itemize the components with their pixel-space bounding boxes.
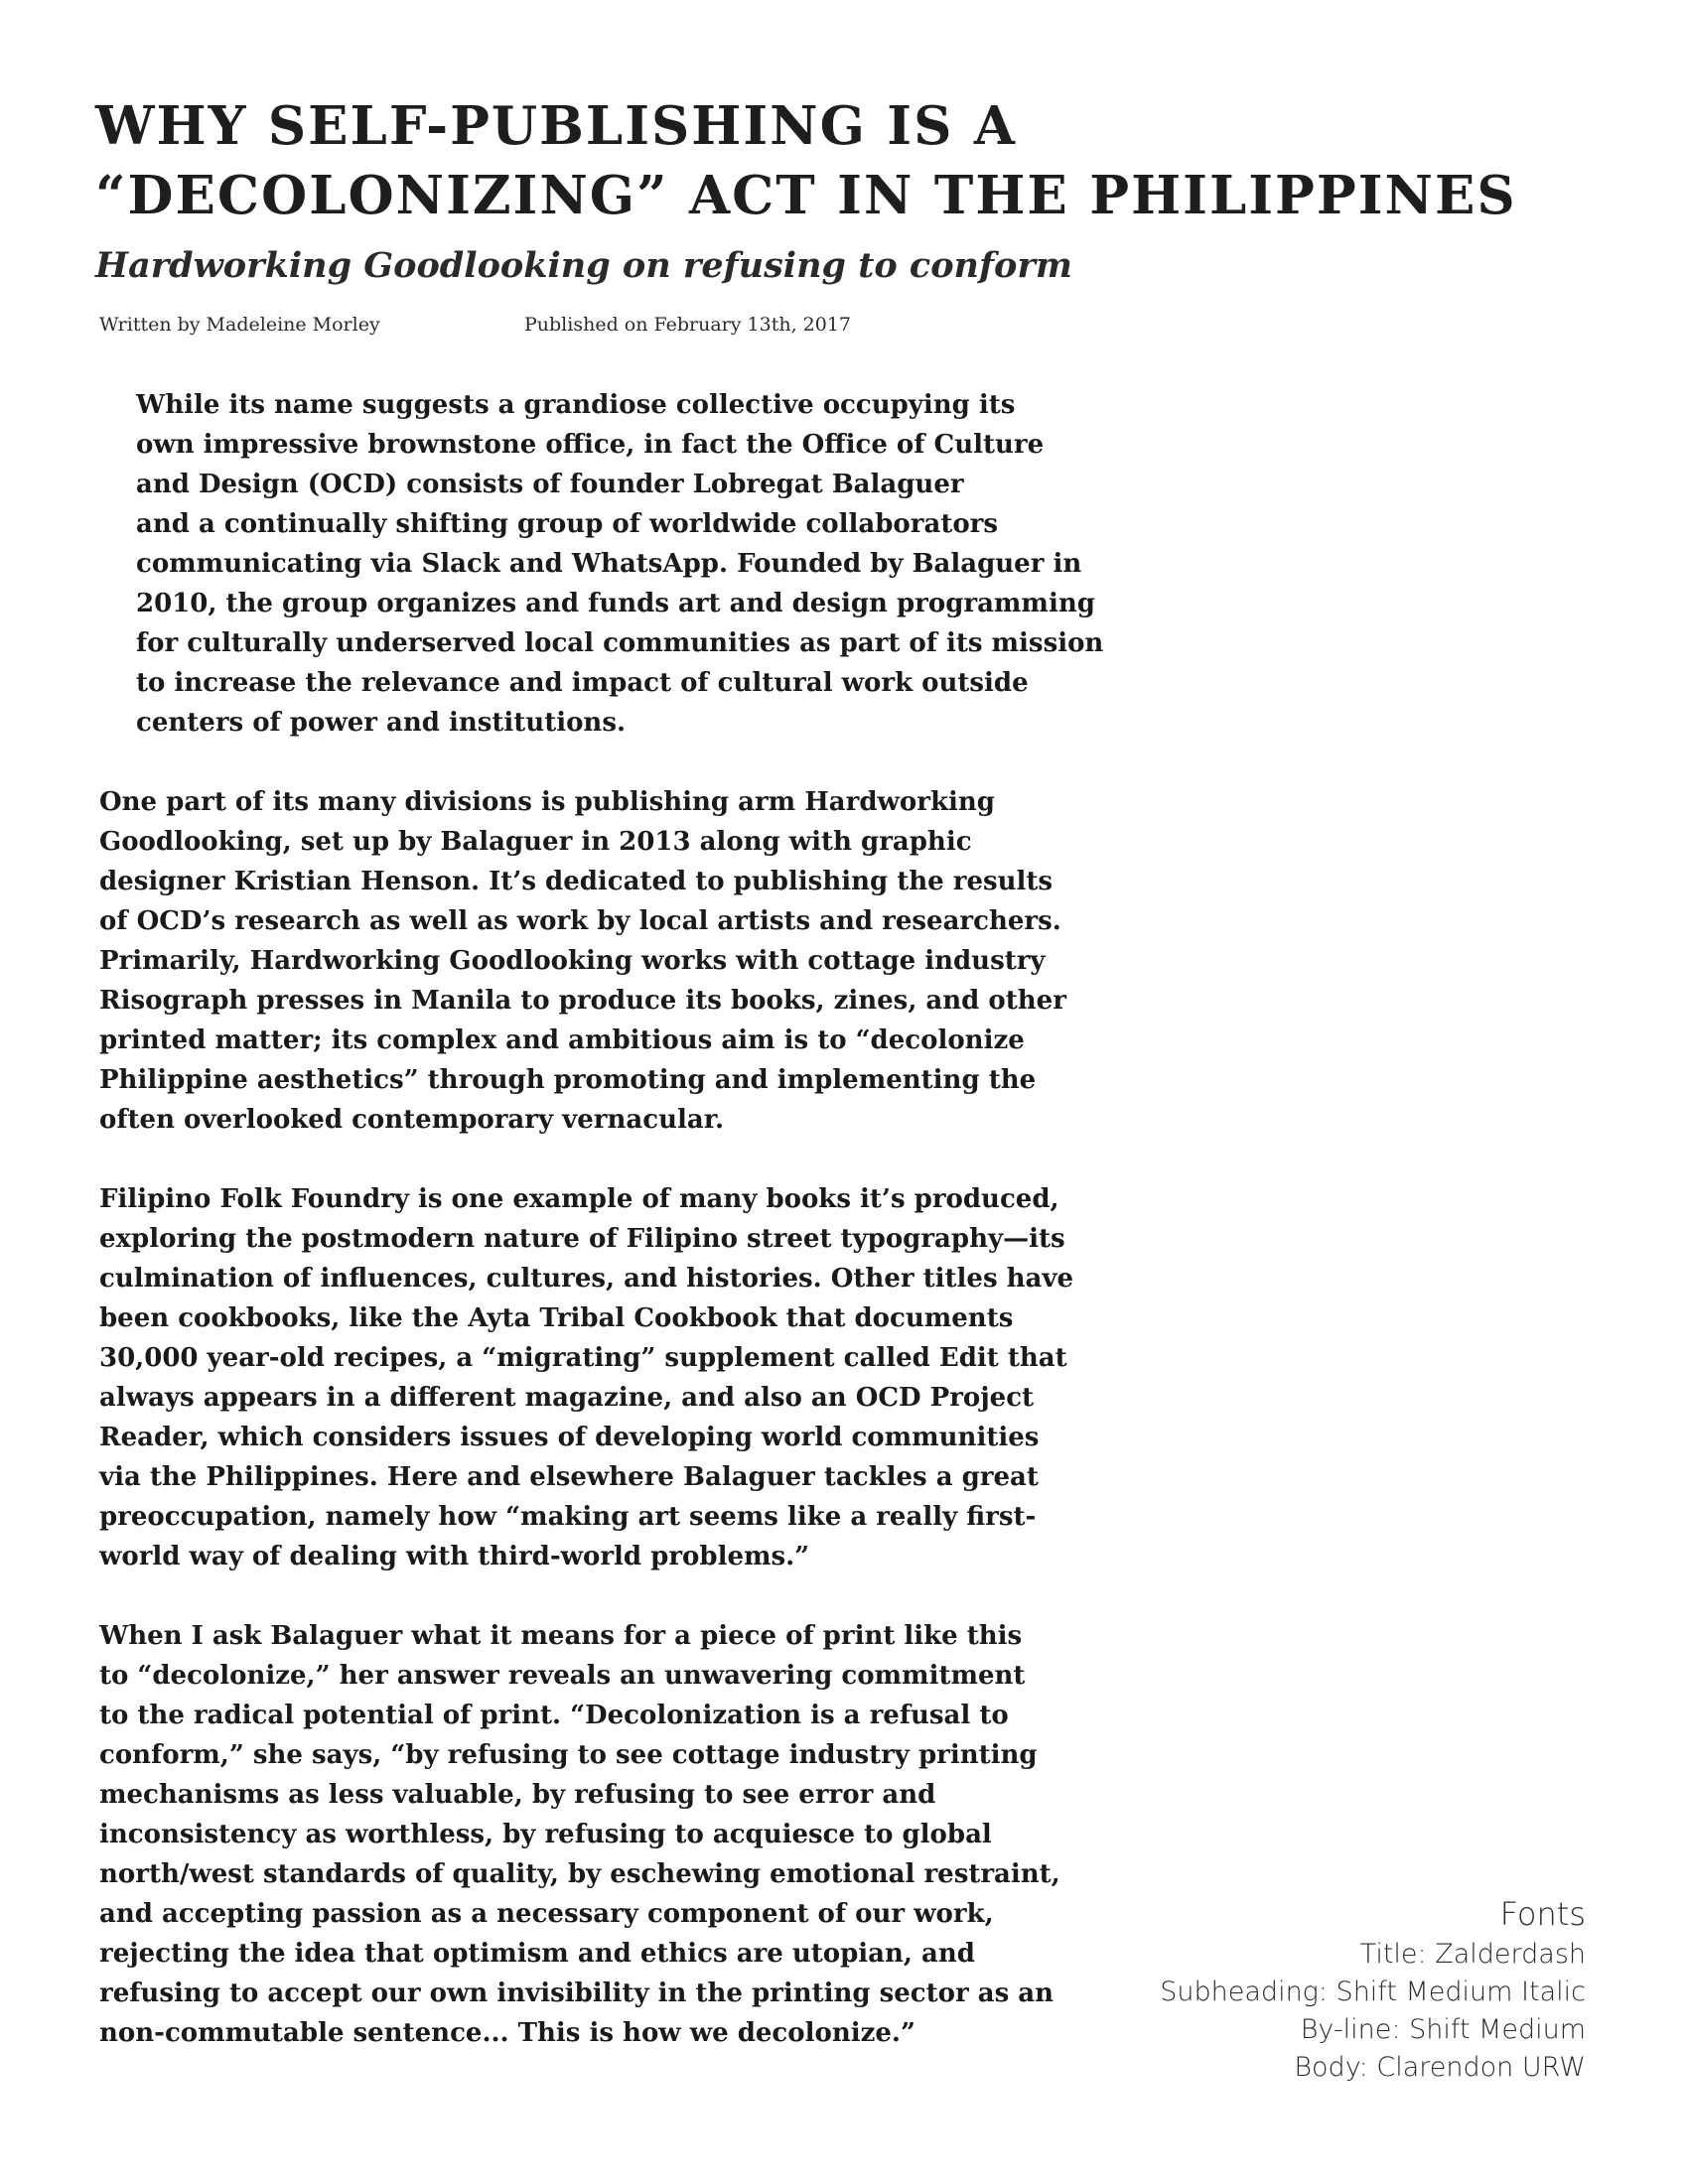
byline-author: Written by Madeleine Morley bbox=[99, 314, 380, 336]
paragraph-line: and accepting passion as a necessary component of our work, bbox=[99, 1899, 994, 1929]
paragraph-line: been cookbooks, like the Ayta Tribal Cookbook that documents bbox=[99, 1303, 1014, 1333]
article-paragraph bbox=[99, 782, 1082, 1140]
paragraph-line: 30,000 year-old recipes, a “migrating” supplement called Edit that bbox=[99, 1343, 1067, 1373]
byline-date: Published on February 13th, 2017 bbox=[524, 314, 852, 336]
paragraph-line: When I ask Balaguer what it means for a piece of print like this bbox=[99, 1621, 1023, 1651]
article-title-line-1: WHY SELF-PUBLISHING IS A bbox=[95, 95, 1017, 157]
paragraph-line: to “decolonize,” her answer reveals an unwavering commitment bbox=[99, 1661, 1026, 1691]
paragraph-line: rejecting the idea that optimism and ethics are utopian, and bbox=[99, 1939, 975, 1969]
fonts-note bbox=[1160, 1892, 1586, 2087]
paragraph-line: own impressive brownstone office, in fact the Office of Culture bbox=[136, 430, 1045, 460]
paragraph-line: Goodlooking, set up by Balaguer in 2013 along with graphic bbox=[99, 827, 972, 857]
paragraph-line: mechanisms as less valuable, by refusing to see error and bbox=[99, 1780, 936, 1810]
paragraph-line: Reader, which considers issues of developing world communities bbox=[99, 1423, 1040, 1452]
paragraph-line: always appears in a different magazine, and also an OCD Project bbox=[99, 1383, 1035, 1413]
paragraph-line: Primarily, Hardworking Goodlooking works with cottage industry bbox=[99, 946, 1046, 976]
paragraph-line: non-commutable sentence... This is how we decolonize.” bbox=[99, 2018, 915, 2048]
paragraph-line: to increase the relevance and impact of cultural work outside bbox=[136, 668, 1029, 698]
paragraph-line: of OCD’s research as well as work by local artists and researchers. bbox=[99, 906, 1061, 936]
fonts-note-subheading-font: Subheading: Shift Medium Italic bbox=[1160, 1977, 1586, 2007]
paragraph-line: and Design (OCD) consists of founder Lobregat Balaguer bbox=[136, 470, 964, 499]
paragraph-line: printed matter; its complex and ambitious aim is to “decolonize bbox=[99, 1025, 1025, 1055]
paragraph-line: Philippine aesthetics” through promoting and implementing the bbox=[99, 1065, 1037, 1095]
paragraph-line: and a continually shifting group of worldwide collaborators bbox=[136, 509, 999, 539]
paragraph-line: inconsistency as worthless, by refusing to acquiesce to global bbox=[99, 1820, 992, 1849]
fonts-note-heading: Fonts bbox=[1499, 1895, 1586, 1933]
paragraph-line: often overlooked contemporary vernacular. bbox=[99, 1105, 725, 1135]
paragraph-line: preoccupation, namely how “making art seems like a really first- bbox=[99, 1502, 1037, 1532]
paragraph-line: communicating via Slack and WhatsApp. Founded by Balaguer in bbox=[136, 549, 1082, 579]
paragraph-line: refusing to accept our own invisibility in the printing sector as an bbox=[99, 1979, 1055, 2008]
paragraph-line: centers of power and institutions. bbox=[136, 708, 627, 738]
paragraph-line: culmination of influences, cultures, and histories. Other titles have bbox=[99, 1264, 1074, 1294]
paragraph-line: for culturally underserved local communities as part of its mission bbox=[136, 628, 1104, 658]
paragraph-line: to the radical potential of print. “Decolonization is a refusal to bbox=[99, 1701, 1009, 1730]
paragraph-line: Risograph presses in Manila to produce its books, zines, and other bbox=[99, 986, 1066, 1016]
paragraph-line: 2010, the group organizes and funds art and design programming bbox=[136, 589, 1095, 618]
article-paragraph bbox=[99, 1616, 1082, 2053]
paragraph-line: While its name suggests a grandiose collective occupying its bbox=[136, 390, 1016, 420]
fonts-note-byline-font: By-line: Shift Medium bbox=[1300, 2014, 1586, 2045]
article-title bbox=[95, 91, 1585, 230]
paragraph-line: designer Kristian Henson. It’s dedicated to publishing the results bbox=[99, 867, 1054, 896]
paragraph-line: conform,” she says, “by refusing to see cottage industry printing bbox=[99, 1740, 1038, 1770]
paragraph-line: world way of dealing with third-world problems.” bbox=[99, 1542, 810, 1571]
article-subheading: Hardworking Goodlooking on refusing to conform bbox=[95, 245, 1072, 286]
article-paragraph bbox=[99, 385, 1104, 743]
fonts-note-body-font: Body: Clarendon URW bbox=[1294, 2052, 1586, 2083]
paragraph-line: via the Philippines. Here and elsewhere Balaguer tackles a great bbox=[99, 1462, 1039, 1492]
paragraph-line: One part of its many divisions is publishing arm Hardworking bbox=[99, 787, 995, 817]
article-title-line-2: “DECOLONIZING” ACT IN THE PHILIPPINES bbox=[95, 165, 1517, 226]
article-paragraph bbox=[99, 1179, 1082, 1576]
paragraph-line: Filipino Folk Foundry is one example of many books it’s produced, bbox=[99, 1184, 1059, 1214]
paragraph-line: exploring the postmodern nature of Filipino street typography—its bbox=[99, 1224, 1065, 1254]
fonts-note-title-font: Title: Zalderdash bbox=[1359, 1939, 1586, 1970]
paragraph-line: north/west standards of quality, by eschewing emotional restraint, bbox=[99, 1859, 1060, 1889]
article-body bbox=[99, 385, 1104, 2093]
